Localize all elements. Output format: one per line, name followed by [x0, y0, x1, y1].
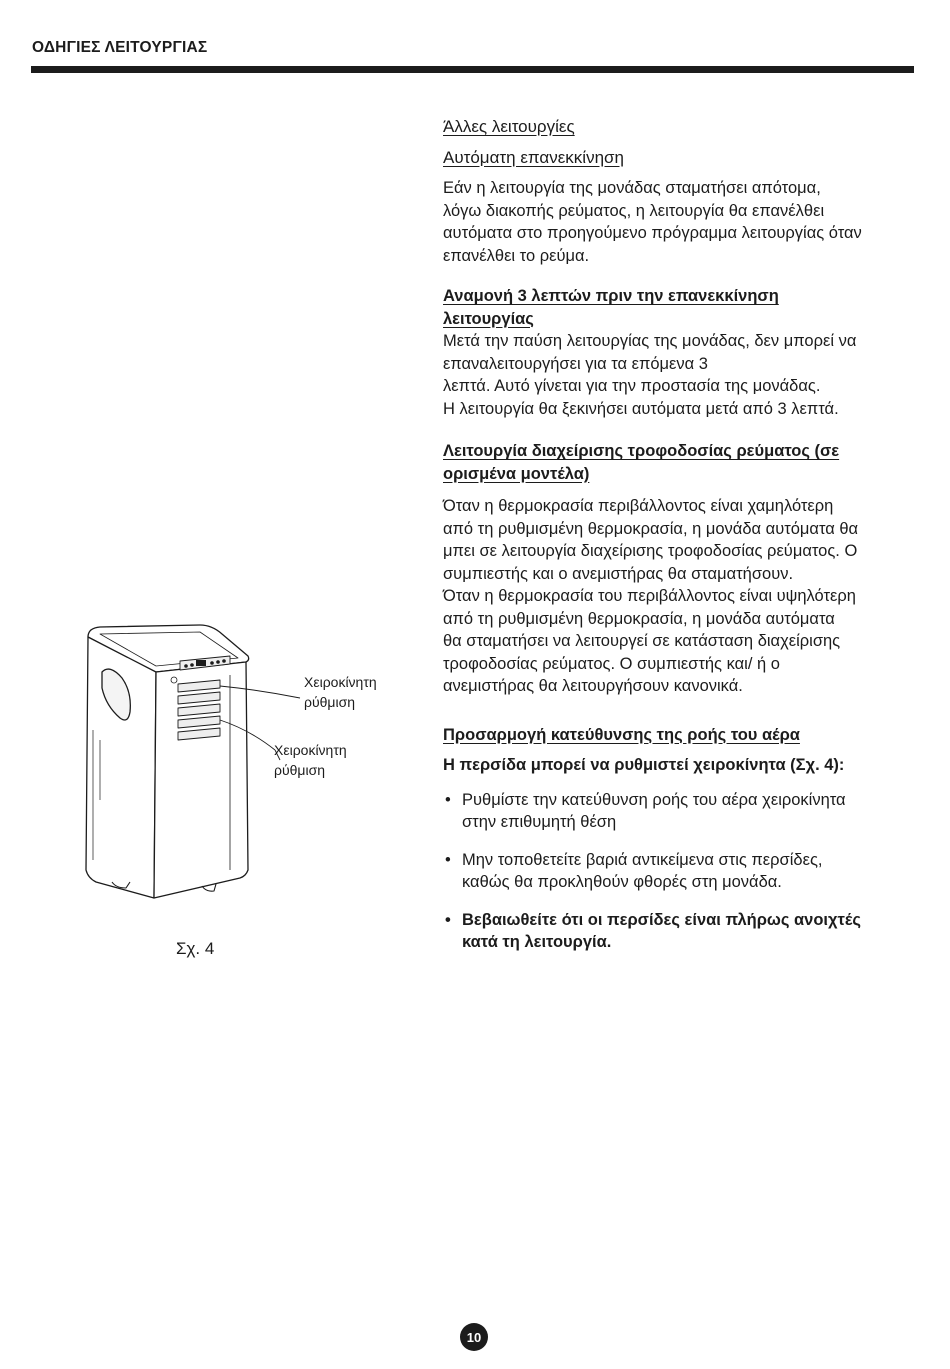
title-line: ορισμένα μοντέλα): [443, 464, 590, 483]
text-line: • Ρυθμίστε την κατεύθυνση ροής του αέρα χειροκίνητα: [462, 790, 846, 809]
text-line: από τη ρυθμισμένη θερμοκρασία, η μονάδα αυτόματα: [443, 609, 835, 628]
manual-adjust-label-1: [304, 672, 377, 712]
main-text-column: [443, 116, 918, 954]
text-line: λόγω διακοπής ρεύματος, η λειτουργία θα επανέλθει: [443, 201, 825, 220]
text-line: • Μην τοποθετείτε βαριά αντικείμενα στις περσίδες,: [462, 850, 823, 869]
text-line: Μετά την παύση λειτουργίας της μονάδας, δεν μπορεί να: [443, 332, 857, 350]
text-line: επανέλθει το ρεύμα.: [443, 246, 590, 265]
text-line: μπει σε λειτουργία διαχείρισης τροφοδοσίας ρεύματος. Ο: [443, 542, 858, 560]
text-line: θα σταματήσει να λειτουργεί σε κατάσταση διαχείρισης: [443, 632, 841, 650]
text-line: Όταν η θερμοκρασία περιβάλλοντος είναι χαμηλότερη: [443, 497, 834, 515]
bullet-item: [443, 849, 918, 894]
title-line: Αναμονή 3 λεπτών πριν την επανεκκίνηση: [443, 287, 779, 305]
section-title-auto-restart: Αυτόματη επανεκκίνηση: [443, 147, 624, 167]
manual-adjust-label-2: [274, 740, 347, 780]
text-line: αυτόματα στο προηγούμενο πρόγραμμα λειτουργίας όταν: [443, 224, 862, 242]
text-line: τροφοδοσίας ρεύματος. Ο συμπιεστής και/ ή ο: [443, 654, 780, 673]
section-title-airflow: Προσαρμογή κατεύθυνσης της ροής του αέρα: [443, 725, 800, 744]
text-line: στην επιθυμητή θέση: [462, 813, 617, 831]
text-line: Εάν η λειτουργία της μονάδας σταματήσει απότομα,: [443, 179, 821, 197]
power-management-text: [443, 495, 918, 698]
label-line: Χειροκίνητη: [304, 674, 377, 690]
text-line: Όταν η θερμοκρασία του περιβάλλοντος είναι υψηλότερη: [443, 587, 856, 605]
section-title-wait-3min: [443, 285, 918, 330]
text-line: επαναλειτουργήσει για τα επόμενα 3: [443, 354, 708, 373]
page-number-badge: [460, 1323, 488, 1351]
text-line: • Βεβαιωθείτε ότι οι περσίδες είναι πλήρως ανοιχτές: [462, 910, 861, 929]
label-line: Χειροκίνητη: [274, 742, 347, 758]
text-line: συμπιεστής και ο ανεμιστήρας θα σταματήσουν.: [443, 564, 794, 583]
air-conditioner-figure: [70, 620, 400, 900]
text-line: από τη ρυθμισμένη θερμοκρασία, η μονάδα αυτόματα θα: [443, 519, 859, 538]
title-line: Λειτουργία διαχείρισης τροφοδοσίας ρεύματος (σε: [443, 442, 840, 460]
text-line: Η λειτουργία θα ξεκινήσει αυτόματα μετά από 3 λεπτά.: [443, 399, 839, 418]
section-title-other-functions: Άλλες λειτουργίες: [443, 117, 575, 136]
label-line: ρύθμιση: [304, 694, 356, 710]
text-line: ανεμιστήρας θα λειτουργήσουν κανονικά.: [443, 677, 743, 695]
title-line: λειτουργίας: [443, 309, 534, 328]
airflow-bullet-list: [443, 789, 918, 954]
text-line: κατά τη λειτουργία.: [462, 933, 612, 951]
label-line: ρύθμιση: [274, 762, 326, 778]
auto-restart-text: [443, 177, 918, 267]
header-rule: [31, 66, 914, 73]
figure-caption: Σχ. 4: [176, 939, 215, 958]
page-number: 10: [466, 1329, 482, 1345]
section-title-power-management: [443, 440, 918, 485]
air-conditioner-illustration: [70, 620, 400, 900]
page-header-title: ΟΔΗΓΙΕΣ ΛΕΙΤΟΥΡΓΙΑΣ: [32, 39, 208, 56]
airflow-subtitle: Η περσίδα μπορεί να ρυθμιστεί χειροκίνητα (Σχ. 4):: [443, 756, 845, 774]
bullet-item: [443, 789, 918, 834]
text-line: καθώς θα προκληθούν φθορές στη μονάδα.: [462, 873, 782, 891]
text-line: λεπτά. Αυτό γίνεται για την προστασία της μονάδας.: [443, 377, 821, 395]
wait-3min-text: [443, 330, 918, 420]
bullet-item: [443, 909, 918, 954]
